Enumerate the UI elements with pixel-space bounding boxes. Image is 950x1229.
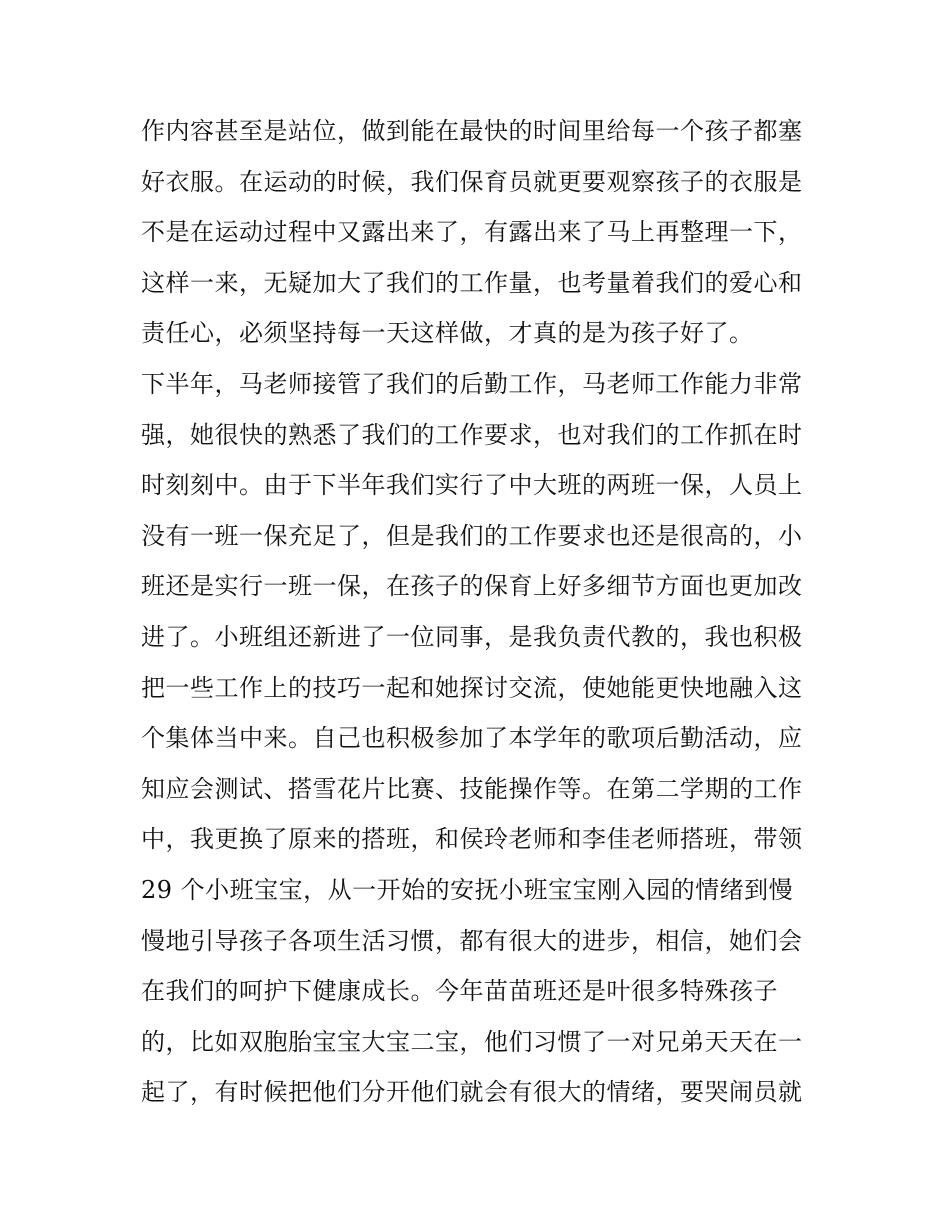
text-line: 知应会测试、搭雪花片比赛、技能操作等。在第二学期的工作: [141, 774, 803, 803]
text-line: 个集体当中来。自己也积极参加了本学年的歌项后勤活动，应: [141, 724, 803, 753]
text-line: 进了。小班组还新进了一位同事，是我负责代教的，我也积极: [141, 622, 803, 651]
text-line: 中，我更换了原来的搭班，和侯玲老师和李佳老师搭班，带领: [141, 825, 803, 854]
text-line: 这样一来，无疑加大了我们的工作量，也考量着我们的爱心和: [141, 268, 803, 297]
text-line: 强，她很快的熟悉了我们的工作要求，也对我们的工作抓在时: [141, 420, 803, 449]
text-line: 下半年，马老师接管了我们的后勤工作，马老师工作能力非常: [141, 369, 803, 398]
text-line: 把一些工作上的技巧一起和她探讨交流，使她能更快地融入这: [141, 673, 803, 702]
text-line: 在我们的呵护下健康成长。今年苗苗班还是叶很多特殊孩子: [141, 977, 778, 1006]
text-line: 时刻刻中。由于下半年我们实行了中大班的两班一保，人员上: [141, 471, 803, 500]
body-text: [141, 106, 821, 1118]
text-line: 不是在运动过程中又露出来了，有露出来了马上再整理一下，: [141, 218, 803, 247]
text-line: 责任心，必须坚持每一天这样做，才真的是为孩子好了。: [141, 319, 754, 348]
text-line: 班还是实行一班一保，在孩子的保育上好多细节方面也更加改: [141, 572, 803, 601]
text-line: 没有一班一保充足了，但是我们的工作要求也还是很高的，小: [141, 521, 803, 550]
text-line: 起了，有时候把他们分开他们就会有很大的情绪，要哭闹员就: [141, 1078, 803, 1107]
text-line: 慢地引导孩子各项生活习惯，都有很大的进步，相信，她们会: [141, 926, 803, 955]
text-line: 作内容甚至是站位，做到能在最快的时间里给每一个孩子都塞: [141, 117, 803, 145]
text-line: 29 个小班宝宝，从一开始的安抚小班宝宝刚入园的情绪到慢: [141, 875, 794, 904]
text-line: 好衣服。在运动的时候，我们保育员就更要观察孩子的衣服是: [141, 167, 803, 196]
text-line: 的，比如双胞胎宝宝大宝二宝，他们习惯了一对兄弟天天在一: [141, 1027, 803, 1056]
